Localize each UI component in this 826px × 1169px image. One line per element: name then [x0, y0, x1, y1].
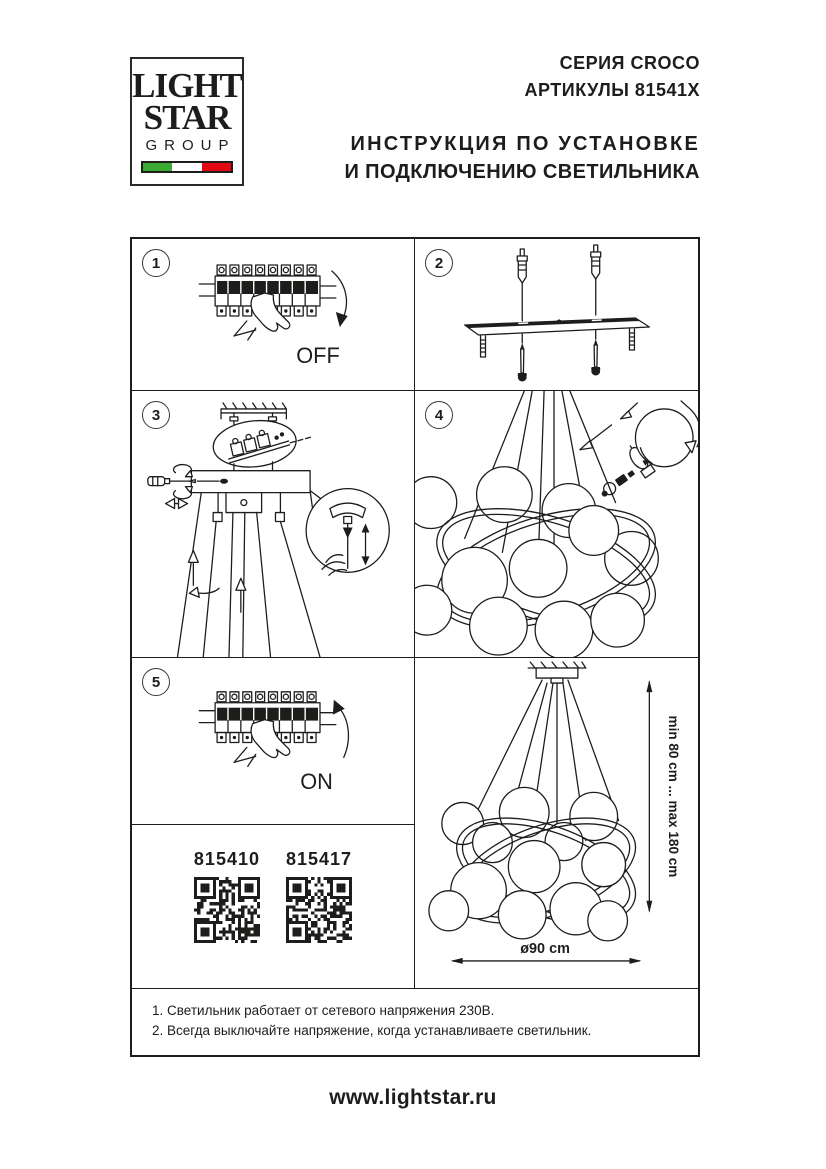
instruction-title	[344, 130, 700, 186]
instruction-title-line1: ИНСТРУКЦИЯ ПО УСТАНОВКЕ	[350, 133, 700, 155]
height-dimension-label: min 80 cm ... max 180 cm	[666, 715, 682, 878]
step-panel-3	[132, 390, 415, 657]
step-badge: 1	[142, 249, 170, 277]
website-link: www.lightstar.ru	[329, 1086, 497, 1109]
product-block	[286, 849, 352, 948]
step-panel-4	[415, 390, 698, 657]
note-line: 2. Всегда выключайте напряжение, когда устанавливаете светильник.	[152, 1023, 592, 1038]
product-code: 815410	[193, 849, 260, 869]
circuit-breaker-off-illustration	[132, 239, 414, 390]
step-badge: 5	[142, 668, 170, 696]
logo-word-group: GROUP	[145, 137, 236, 154]
dimensions-panel	[415, 657, 698, 988]
series-label: СЕРИЯ CROCO	[559, 53, 700, 73]
diameter-dimension-label: ø90 cm	[520, 940, 570, 957]
flag-green-segment	[143, 163, 172, 171]
chandelier-dimensions-illustration	[415, 658, 698, 988]
step-panel-1	[132, 239, 415, 390]
instruction-title-line2: И ПОДКЛЮЧЕНИЮ СВЕТИЛЬНИКА	[344, 161, 700, 183]
lightstar-logo	[130, 57, 244, 186]
note-line: 1. Светильник работает от сетевого напряжения 230В.	[152, 1003, 495, 1018]
instruction-steps-table	[130, 237, 700, 1057]
logo-word-light: LIGHT	[132, 66, 242, 105]
step-badge: 4	[425, 401, 453, 429]
logo-word-star: STAR	[143, 98, 231, 137]
product-block	[194, 849, 260, 948]
product-code: 815417	[286, 849, 353, 869]
step-panel-2	[415, 239, 698, 390]
step-panel-5	[132, 657, 415, 824]
flag-white-segment	[172, 163, 201, 171]
step-badge: 3	[142, 401, 170, 429]
italian-flag-stripe	[141, 161, 233, 173]
canopy-wiring-illustration	[132, 391, 414, 657]
safety-notes	[132, 988, 698, 1055]
globe-installation-illustration	[415, 391, 698, 657]
product-codes-panel	[132, 824, 415, 988]
document-header	[344, 50, 700, 186]
mounting-bracket-illustration	[415, 239, 698, 390]
qr-code	[194, 877, 260, 948]
step-badge: 2	[425, 249, 453, 277]
flag-red-segment	[202, 163, 231, 171]
off-label: OFF	[296, 342, 340, 369]
articles-label: АРТИКУЛЫ 81541X	[524, 80, 700, 100]
on-label: ON	[300, 769, 333, 795]
circuit-breaker-on-illustration	[132, 658, 414, 824]
qr-code	[286, 877, 352, 948]
